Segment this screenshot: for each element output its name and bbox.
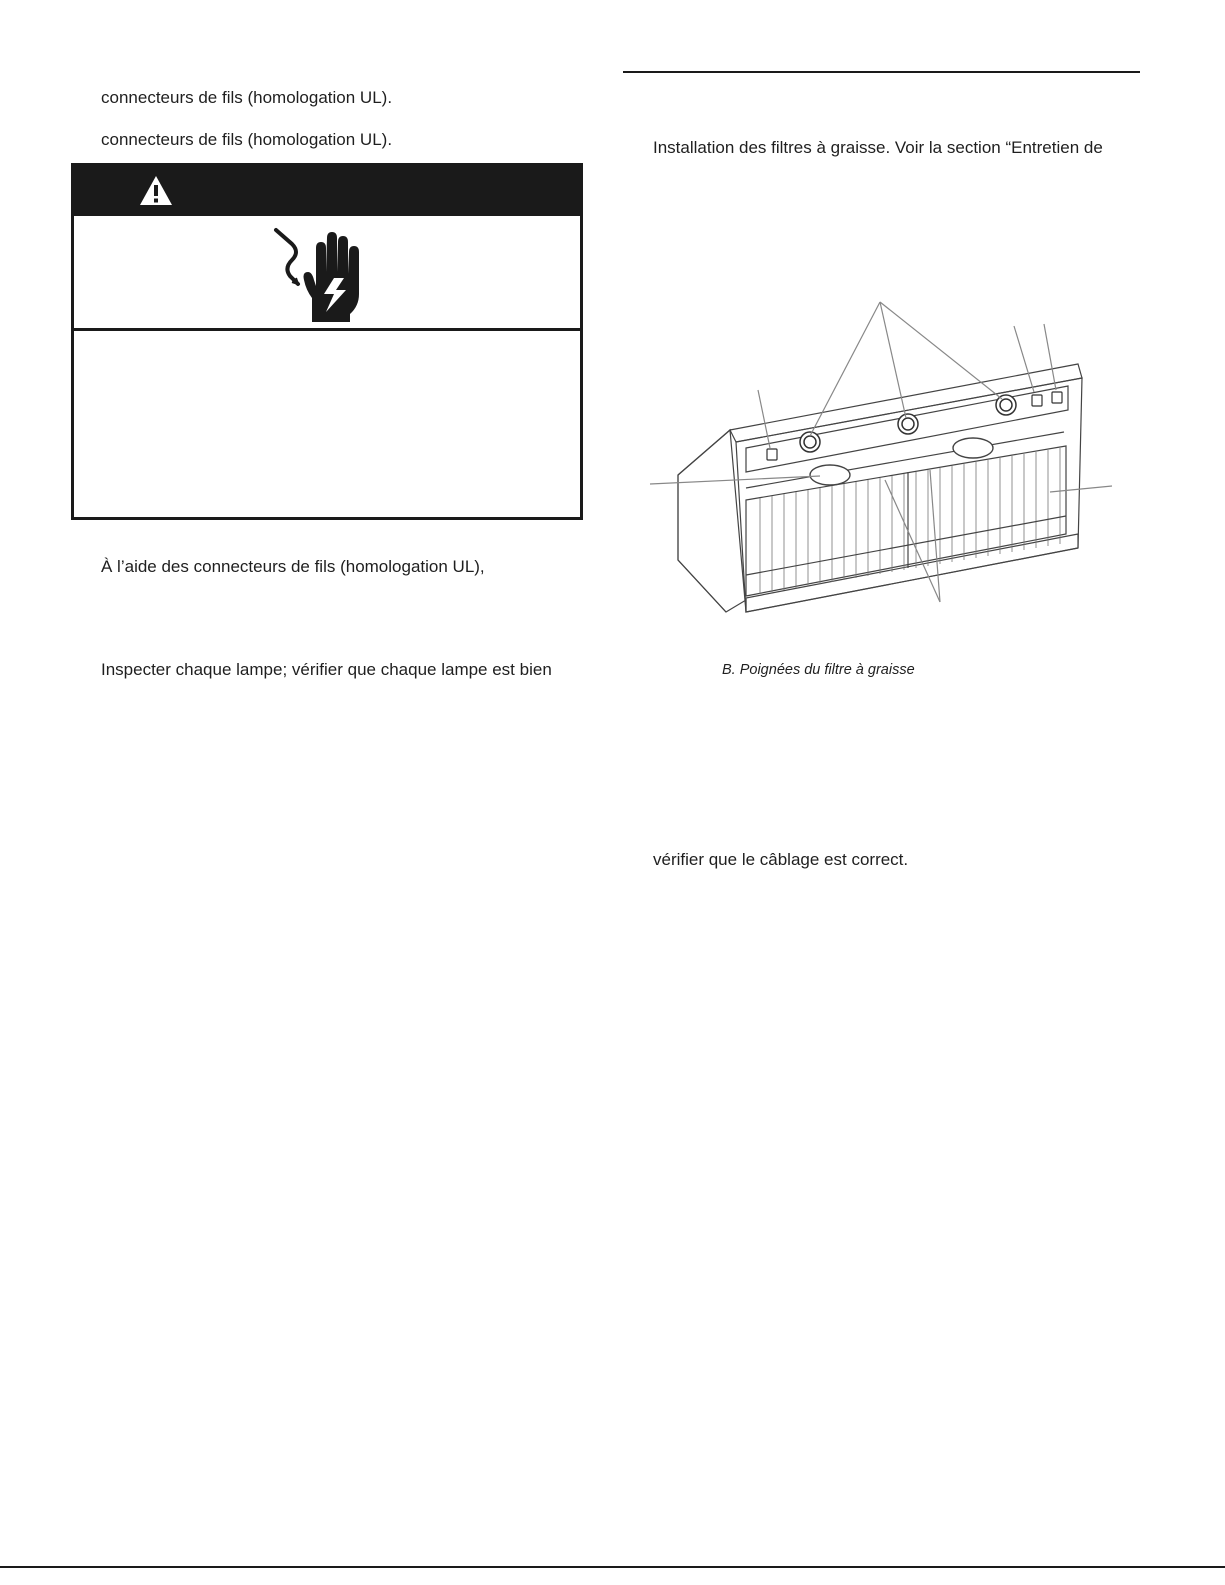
right-text-line-2: vérifier que le câblage est correct.	[653, 850, 909, 869]
warning-divider	[74, 328, 580, 331]
page-bottom-rule	[0, 1566, 1225, 1568]
left-text-line-3: À l’aide des connecteurs de fils (homologation UL),	[101, 557, 485, 576]
left-text-line-1: connecteurs de fils (homologation UL).	[101, 88, 393, 107]
section-rule	[623, 71, 1140, 73]
warning-box	[71, 163, 583, 520]
figure-caption: B. Poignées du filtre à graisse	[722, 662, 915, 678]
range-hood-illustration	[640, 290, 1120, 620]
warning-triangle-icon	[138, 174, 174, 208]
electric-shock-hand-icon	[272, 224, 372, 324]
right-text-line-1: Installation des filtres à graisse. Voir la section “Entretien de	[653, 138, 1103, 157]
warning-header	[74, 166, 580, 216]
left-text-line-2: connecteurs de fils (homologation UL).	[101, 130, 393, 149]
left-text-line-4: Inspecter chaque lampe; vérifier que chaque lampe est bien	[101, 660, 552, 679]
